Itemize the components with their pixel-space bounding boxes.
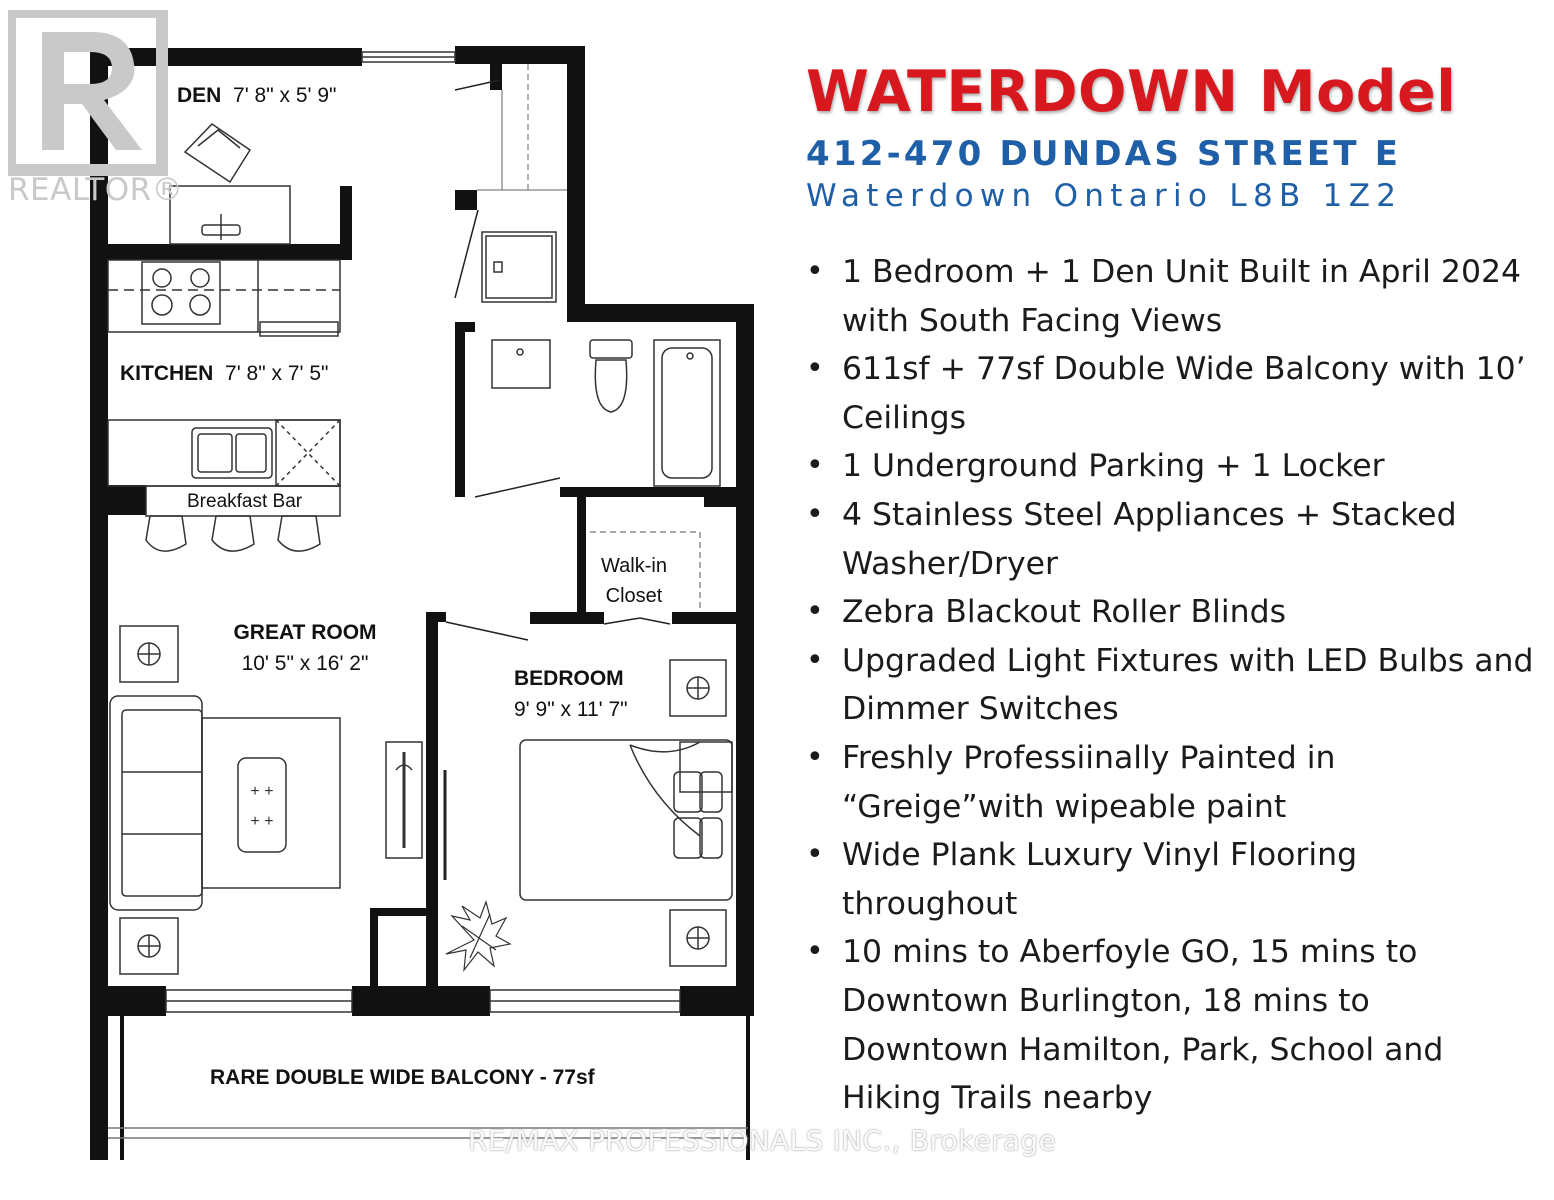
kitchen-size: 7' 8" x 7' 5" — [225, 362, 329, 385]
feature-list — [806, 248, 1536, 1123]
kitchen-label — [120, 362, 329, 386]
great-room-label — [204, 617, 406, 679]
bedroom-label — [514, 663, 628, 725]
bathtub-icon — [654, 340, 720, 486]
listing-city: Waterdown Ontario L8B 1Z2 — [806, 178, 1403, 214]
listing-address: 412-470 DUNDAS STREET E — [806, 134, 1402, 174]
svg-text:+ +: + + — [250, 813, 274, 830]
bed-icon — [520, 740, 732, 900]
closet-line2: Closet — [605, 585, 663, 607]
plant-icon — [446, 902, 510, 970]
breakfast-bar — [108, 420, 340, 551]
bathroom — [492, 340, 550, 388]
feature-item: • 1 Underground Parking + 1 Locker — [806, 442, 1536, 491]
listing-info — [806, 56, 1536, 1123]
balcony-label — [210, 1066, 595, 1090]
feature-item: • 4 Stainless Steel Appliances + Stacked Washer/Dryer — [806, 491, 1536, 588]
den-label — [177, 84, 337, 108]
sink-icon — [192, 428, 272, 478]
tv-unit — [386, 742, 422, 858]
den-size: 7' 8" x 5' 9" — [233, 84, 337, 107]
sofa-icon — [110, 696, 340, 910]
bedroom-name: BEDROOM — [514, 667, 624, 690]
listing-title: WATERDOWN Model — [806, 59, 1457, 125]
breakfast-bar-label: Breakfast Bar — [187, 491, 303, 512]
feature-item: • Zebra Blackout Roller Blinds — [806, 588, 1536, 637]
feature-item: • 10 mins to Aberfoyle GO, 15 mins to Downtown Burlington, 18 mins to Downtown Hamilton, Park, School and Hiking Trails nearby — [806, 928, 1536, 1122]
kitchen-name: KITCHEN — [120, 362, 214, 385]
feature-item: • Upgraded Light Fixtures with LED Bulbs and Dimmer Switches — [806, 637, 1536, 734]
feature-item: • 1 Bedroom + 1 Den Unit Built in April 2024 with South Facing Views — [806, 248, 1536, 345]
balcony-name: RARE DOUBLE WIDE BALCONY - 77sf — [210, 1066, 595, 1089]
great-room-size: 10' 5" x 16' 2" — [241, 652, 369, 675]
bedroom-size: 9' 9" x 11' 7" — [514, 698, 628, 721]
realtor-watermark-text: REALTOR® — [8, 172, 184, 208]
great-room-name: GREAT ROOM — [233, 621, 377, 644]
desk-chair-icon — [170, 124, 290, 244]
washer-icon — [482, 232, 556, 302]
den-name: DEN — [177, 84, 222, 107]
svg-text:+ +: + + — [250, 783, 274, 800]
closet-label — [589, 551, 679, 611]
toilet-icon — [590, 340, 632, 412]
feature-item: • Freshly Professiinally Painted in “Greige”with wipeable paint — [806, 734, 1536, 831]
closet-line1: Walk-in — [601, 555, 667, 577]
stove-icon — [142, 262, 220, 324]
brokerage-watermark: RE/MAX PROFESSIONALS INC., Brokerage — [468, 1124, 1056, 1157]
feature-item: • Wide Plank Luxury Vinyl Flooring throughout — [806, 831, 1536, 928]
feature-item: • 611sf + 77sf Double Wide Balcony with 10’ Ceilings — [806, 345, 1536, 442]
